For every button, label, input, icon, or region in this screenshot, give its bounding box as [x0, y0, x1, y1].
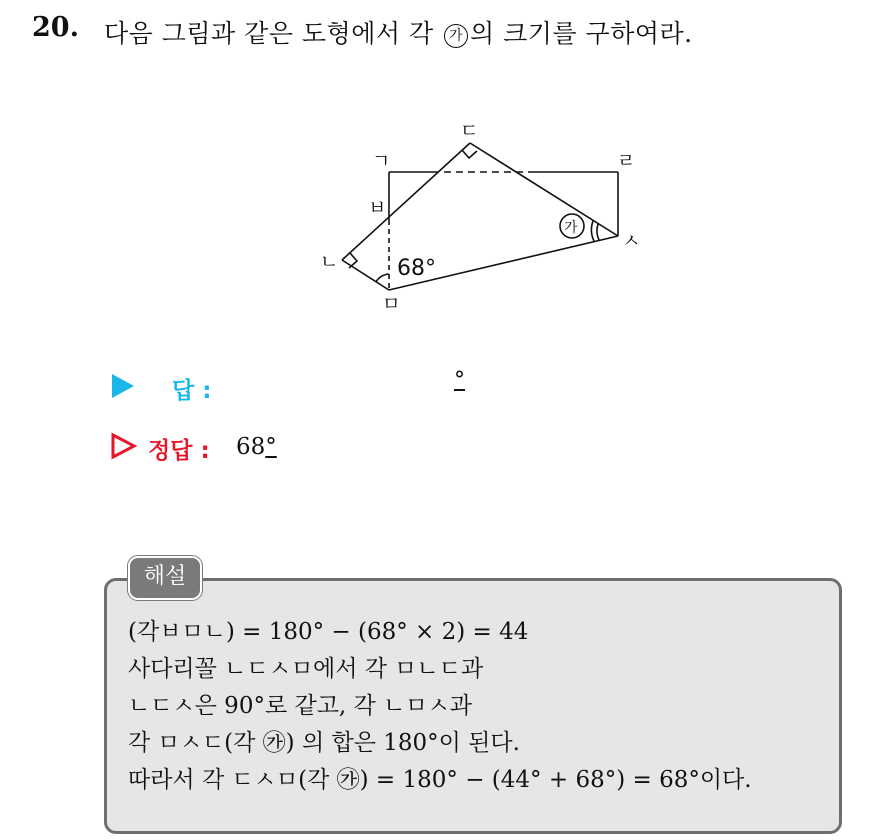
explanation-line-3: ㄴㄷㅅ은 90°로 같고, 각 ㄴㅁㅅ과 — [128, 693, 472, 719]
label-g: ㄱ — [372, 150, 391, 172]
explanation-line-5: 따라서 각 ㄷㅅㅁ(각 ㉮) = 180° − (44° + 68°) = 68°이다. — [128, 767, 752, 793]
explanation-line-1: (각ㅂㅁㄴ) = 180° − (68° × 2) = 44 — [128, 619, 529, 645]
label-m: ㅁ — [382, 293, 401, 315]
angle-arc-ga-2 — [597, 224, 599, 240]
answer-key-arrow-icon — [110, 432, 138, 460]
explanation-lines — [128, 614, 752, 799]
edge-n-m — [342, 260, 389, 290]
question-number: 20. — [32, 12, 79, 43]
angle-arc-ga — [591, 221, 594, 241]
explanation-line-4: 각 ㅁㅅㄷ(각 ㉮) 의 합은 180°이 된다. — [128, 730, 520, 756]
answer-key-number: 68 — [236, 434, 266, 460]
question-text-before: 다음 그림과 같은 도형에서 각 — [104, 19, 434, 48]
explanation-tab: 해설 — [128, 556, 202, 600]
label-n: ㄴ — [320, 251, 339, 273]
angle-arc-68 — [376, 274, 389, 282]
label-angle-ga: 가 — [564, 220, 578, 236]
answer-unit: ° — [454, 368, 465, 393]
label-d: ㄷ — [460, 120, 479, 142]
answer-play-icon — [112, 374, 134, 398]
label-s: ㅅ — [622, 230, 641, 252]
label-angle-68: 68° — [397, 256, 436, 281]
edge-n-d — [342, 143, 470, 260]
label-r: ㄹ — [617, 150, 636, 172]
explanation-line-2: 사다리꼴 ㄴㄷㅅㅁ에서 각 ㅁㄴㄷ과 — [128, 656, 484, 682]
right-angle-d — [462, 150, 477, 158]
geometry-figure — [0, 0, 884, 340]
answer-label: 답 : — [172, 378, 212, 404]
edge-d-s — [470, 143, 618, 236]
label-b: ㅂ — [368, 197, 387, 219]
circled-ga-symbol: 가 — [444, 24, 468, 48]
answer-key-unit: ° — [265, 434, 277, 460]
answer-key-value — [236, 434, 277, 460]
question-text-after: 의 크기를 구하여라. — [470, 19, 693, 48]
answer-key-label: 정답 : — [148, 438, 210, 464]
